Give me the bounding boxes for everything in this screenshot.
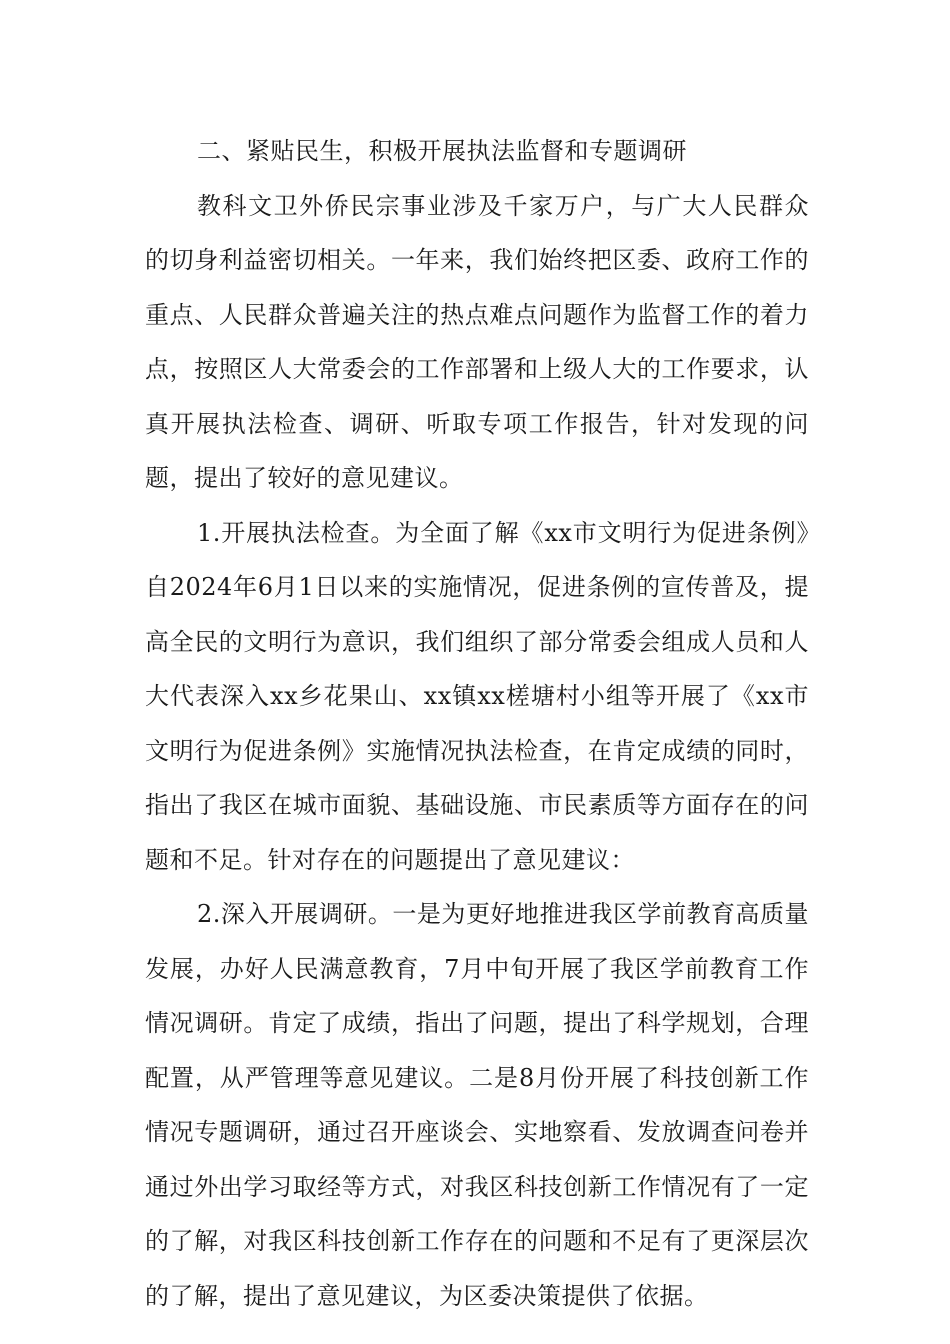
section-heading: 二、紧贴民生，积极开展执法监督和专题调研 bbox=[197, 137, 687, 165]
document-body bbox=[145, 124, 809, 1323]
paragraph-law-enforcement-inspection: 1.开展执法检查。为全面了解《xx市文明行为促进条例》自2024年6月1日以来的实施情况，促进条例的宣传普及，提高全民的文明行为意识，我们组织了部分常委会组成人员和人大代表深入xx乡花果山、xx镇xx槎塘村小组等开展了《xx市文明行为促进条例》实施情况执法检查，在肯定成绩的同时，指出了我区在城市面貌、基础设施、市民素质等方面存在的问题和不足。针对存在的问题提出了意见建议： bbox=[145, 518, 809, 874]
paragraph-research: 2.深入开展调研。一是为更好地推进我区学前教育高质量发展，办好人民满意教育，7月中旬开展了我区学前教育工作情况调研。肯定了成绩，指出了问题，提出了科学规划，合理配置，从严管理等意见建议。二是8月份开展了科技创新工作情况专题调研，通过召开座谈会、实地察看、发放调查问卷并通过外出学习取经等方式，对我区科技创新工作情况有了一定的了解，对我区科技创新工作存在的问题和不足有了更深层次的了解，提出了意见建议，为区委决策提供了依据。 bbox=[145, 900, 809, 1310]
paragraph-intro: 教科文卫外侨民宗事业涉及千家万户，与广大人民群众的切身利益密切相关。一年来，我们始终把区委、政府工作的重点、人民群众普遍关注的热点难点问题作为监督工作的着力点，按照区人大常委会的工作部署和上级人大的工作要求，认真开展执法检查、调研、听取专项工作报告，针对发现的问题，提出了较好的意见建议。 bbox=[145, 191, 809, 492]
